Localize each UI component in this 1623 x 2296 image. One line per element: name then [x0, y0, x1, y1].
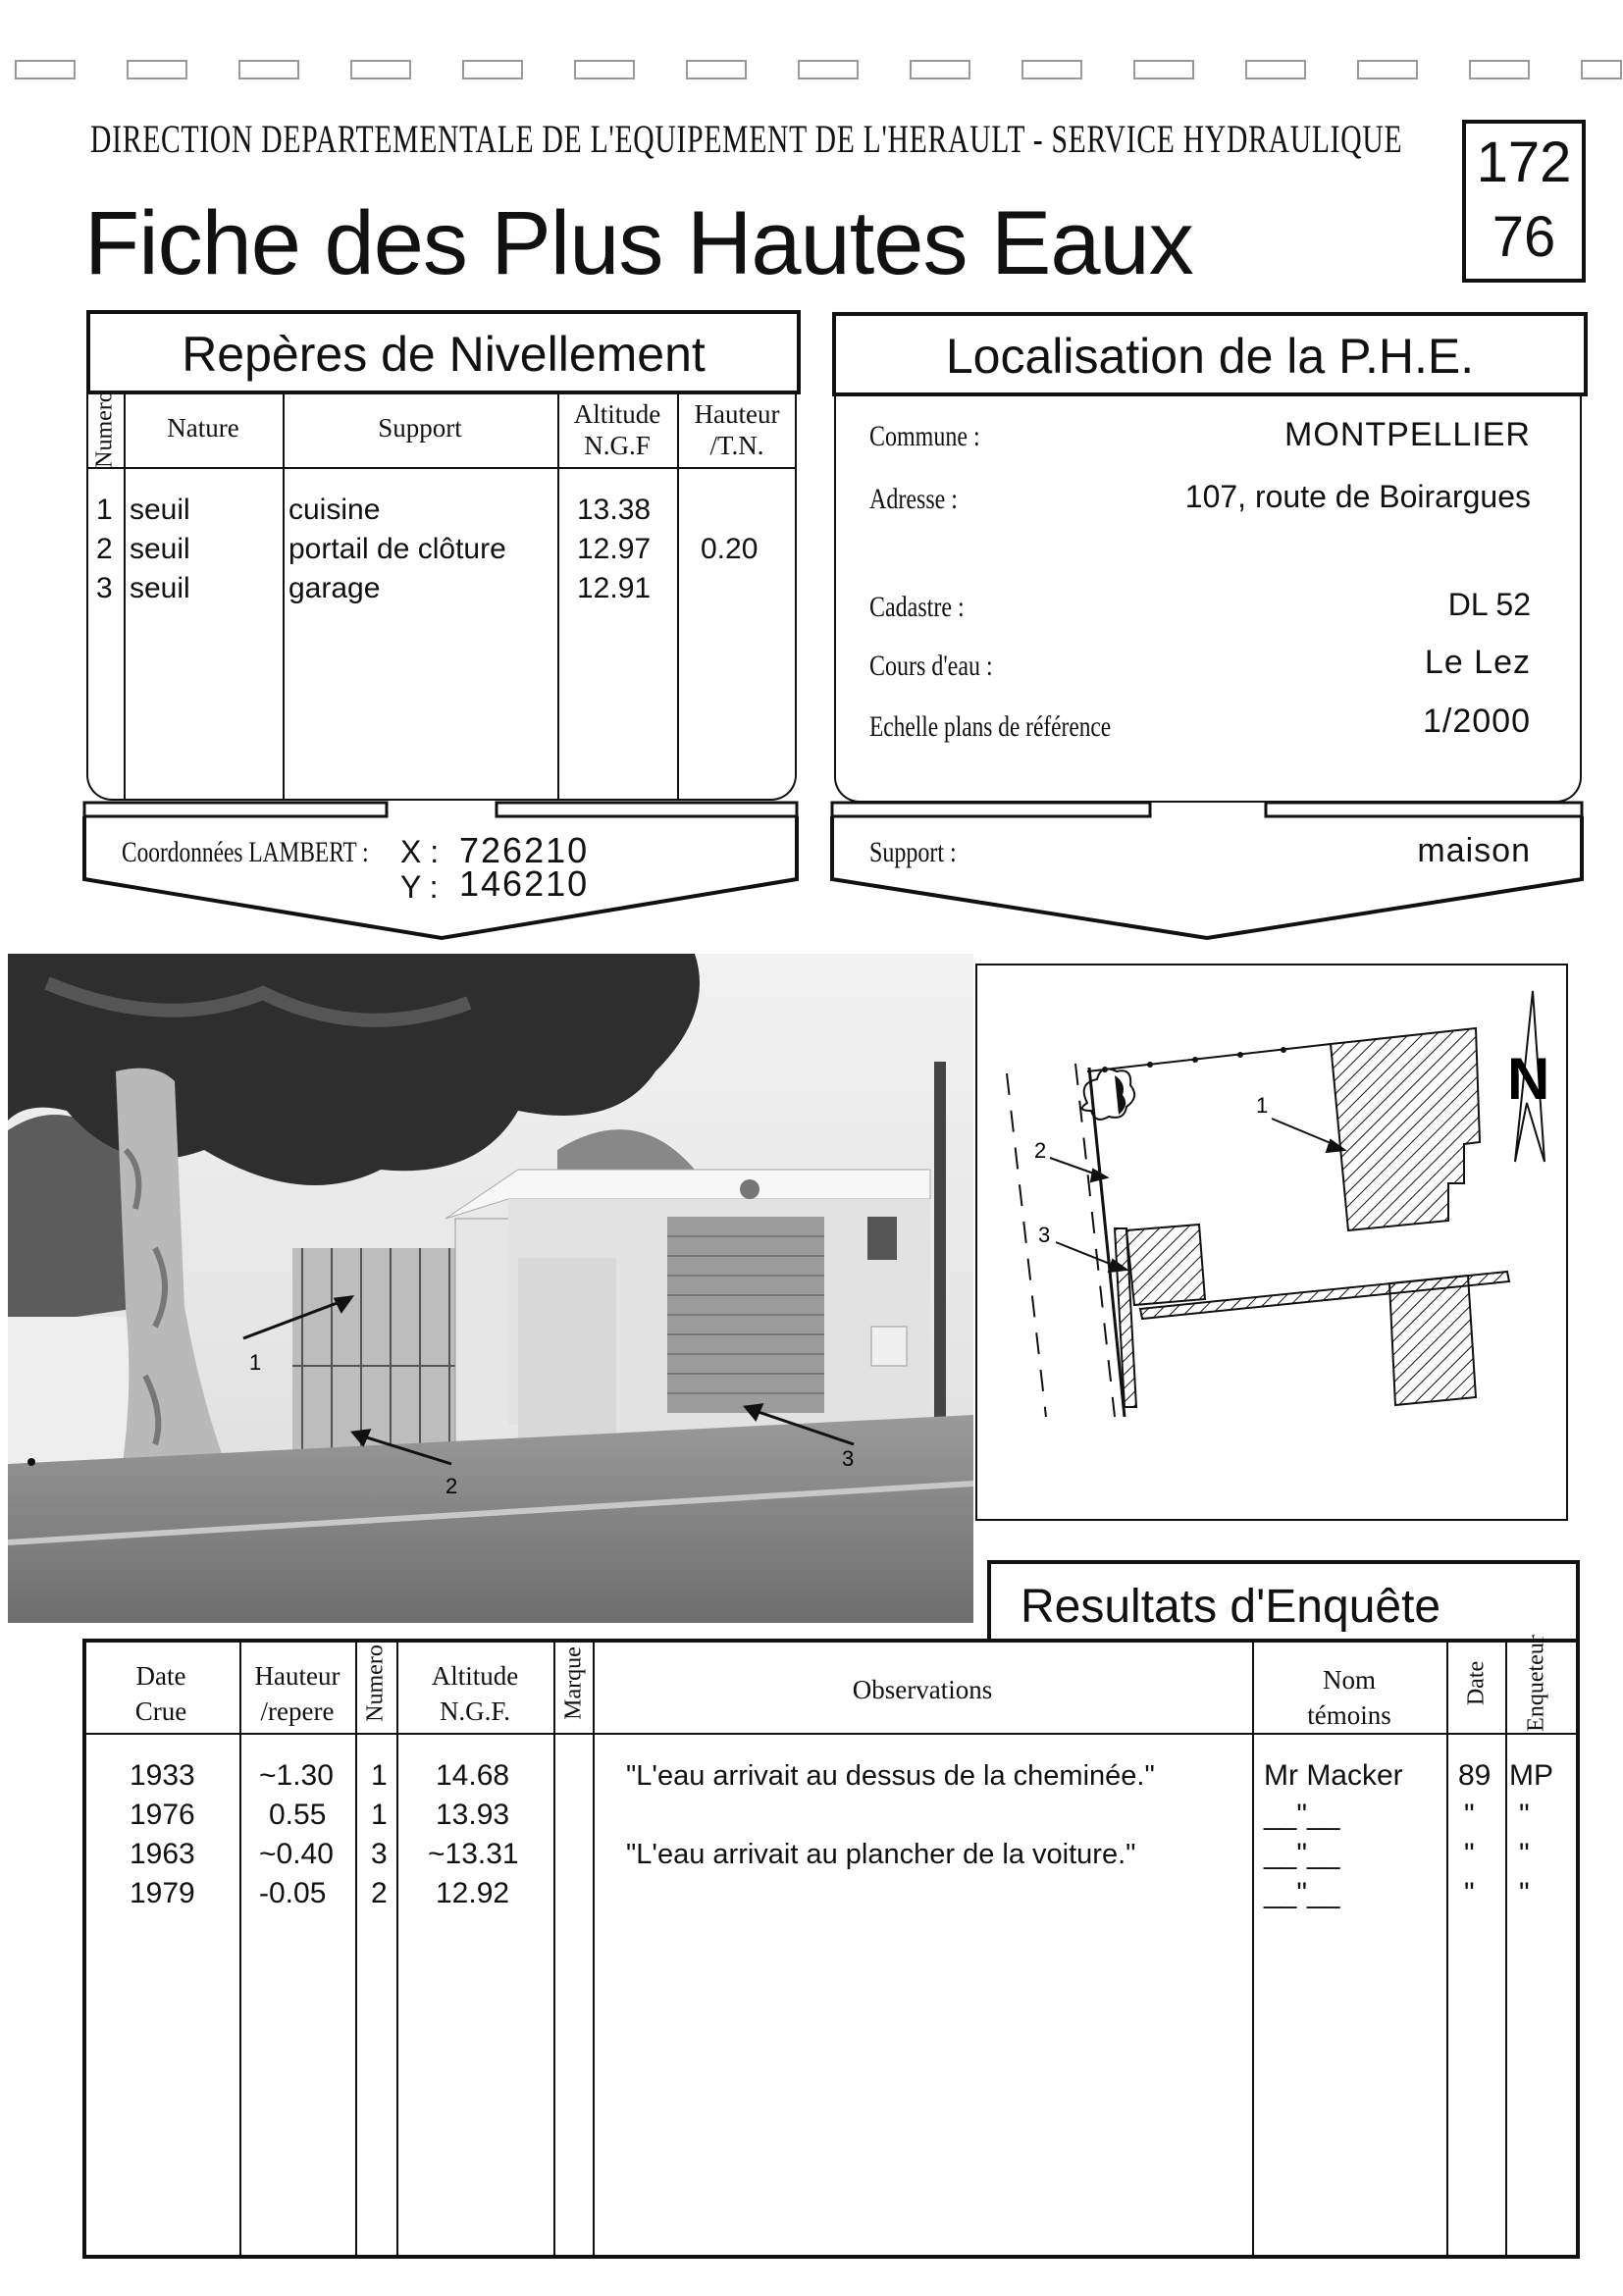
row-date: 1933 — [130, 1759, 195, 1792]
north-label: N — [1507, 1046, 1550, 1112]
row-temoin: __"__ — [1264, 1838, 1340, 1870]
table-row — [82, 1796, 1580, 1835]
row-numero: 2 — [371, 1877, 388, 1909]
row-date: 1976 — [130, 1799, 195, 1831]
col-date-enquete: Date — [1463, 1660, 1490, 1706]
resultats-title-box — [987, 1560, 1580, 1641]
table-row — [82, 1874, 1580, 1913]
photo-marker-2: 2 — [445, 1474, 458, 1498]
lambert-x-label: X : — [400, 834, 440, 869]
lambert-y-label: Y : — [400, 869, 439, 905]
row-temoin: __"__ — [1264, 1799, 1340, 1831]
cours-value: Le Lez — [1424, 644, 1531, 681]
row-support: garage — [288, 572, 381, 604]
col-date-crue — [82, 1658, 239, 1729]
row-observation: "L'eau arrivait au plancher de la voiture." — [626, 1839, 1136, 1870]
row-date-enquete: " — [1464, 1877, 1475, 1909]
col-date-crue-l2: Crue — [134, 1696, 187, 1726]
reperes-title-box — [86, 310, 801, 394]
row-date: 1979 — [130, 1877, 195, 1909]
resultats-title: Resultats d'Enquête — [1021, 1581, 1441, 1633]
col-altitude-l1: Altitude — [573, 399, 661, 429]
row-date-enquete: 89 — [1458, 1759, 1492, 1792]
plan-marker-1: 1 — [1256, 1093, 1269, 1118]
commune-label: Commune : — [869, 420, 980, 452]
col-nom-temoins — [1252, 1662, 1446, 1733]
table-row — [82, 1835, 1580, 1874]
row-numero: 1 — [371, 1799, 388, 1831]
col-enqueteur: Enqueteur — [1523, 1635, 1549, 1732]
table-row — [86, 530, 797, 569]
row-altitude: 12.92 — [436, 1877, 510, 1909]
localisation-title-box — [832, 312, 1588, 396]
plan-marker-3: 3 — [1038, 1223, 1051, 1247]
col-hauteur — [677, 398, 797, 461]
photo-marker-3: 3 — [842, 1446, 855, 1471]
echelle-label: Echelle plans de référence — [869, 710, 1112, 743]
support-label: Support : — [869, 836, 957, 868]
page-title: Fiche des Plus Hautes Eaux — [84, 193, 1193, 293]
row-date-enquete: " — [1464, 1838, 1475, 1870]
reference-top: 172 — [1476, 130, 1572, 194]
support-arrow-box — [826, 793, 1592, 950]
table-row — [86, 491, 797, 530]
row-altitude: 13.38 — [577, 494, 652, 526]
localisation-title: Localisation de la P.H.E. — [945, 329, 1475, 384]
col-numero: Numero — [91, 391, 118, 468]
row-date: 1963 — [130, 1838, 195, 1870]
row-numero: 1 — [371, 1759, 388, 1792]
reference-bottom: 76 — [1492, 205, 1556, 269]
echelle-value: 1/2000 — [1423, 703, 1531, 740]
col-hauteur-repere-l1: Hauteur — [254, 1661, 340, 1691]
col-altitude — [557, 398, 677, 461]
row-hauteur: ~0.40 — [259, 1838, 334, 1870]
col-nom-l2: témoins — [1307, 1700, 1391, 1730]
row-hauteur: 0.20 — [701, 533, 759, 565]
lambert-label: Coordonnées LAMBERT : — [122, 836, 369, 868]
col-nom-l1: Nom — [1323, 1665, 1376, 1695]
plan-marker-2: 2 — [1034, 1138, 1047, 1163]
col-date-crue-l1: Date — [135, 1661, 186, 1691]
row-support: portail de clôture — [288, 533, 506, 565]
adresse-label: Adresse : — [869, 483, 958, 515]
photo-marker-1: 1 — [249, 1350, 262, 1375]
row-numero: 1 — [96, 494, 113, 526]
table-row — [82, 1756, 1580, 1796]
col-hauteur-l1: Hauteur — [694, 399, 780, 429]
col-hauteur-repere — [239, 1658, 355, 1729]
row-numero: 3 — [371, 1838, 388, 1870]
lambert-arrow-box — [79, 793, 805, 950]
col-altitude-res — [396, 1658, 553, 1729]
col-support: Support — [378, 413, 462, 443]
col-altitude-l2: N.G.F — [584, 431, 651, 460]
col-nature: Nature — [167, 413, 239, 443]
row-nature: seuil — [130, 494, 190, 526]
lambert-y-value: 146210 — [459, 863, 590, 904]
cours-label: Cours d'eau : — [869, 650, 993, 682]
reference-box — [1462, 120, 1586, 283]
row-support: cuisine — [288, 494, 381, 526]
row-hauteur: ~1.30 — [259, 1759, 334, 1792]
adresse-value: 107, route de Boirargues — [1184, 479, 1531, 514]
col-hauteur-repere-l2: /repere — [260, 1696, 335, 1726]
cadastre-value: DL 52 — [1447, 587, 1531, 622]
col-numero-res: Numero — [362, 1644, 389, 1722]
support-value: maison — [1417, 832, 1531, 869]
row-observation: "L'eau arrivait au dessus de la cheminée." — [626, 1760, 1155, 1792]
row-enqueteur: " — [1519, 1799, 1530, 1831]
row-altitude: 14.68 — [436, 1759, 510, 1792]
site-photo — [8, 954, 973, 1623]
lambert-x-value: 726210 — [459, 830, 590, 870]
row-temoin: __"__ — [1264, 1877, 1340, 1909]
col-marque: Marque — [560, 1646, 587, 1720]
cadastre-label: Cadastre : — [869, 591, 965, 623]
col-observations: Observations — [852, 1675, 993, 1704]
reperes-title: Repères de Nivellement — [182, 327, 706, 382]
col-hauteur-l2: /T.N. — [709, 431, 764, 460]
row-temoin: Mr Macker — [1264, 1759, 1403, 1792]
row-numero: 3 — [96, 572, 113, 604]
row-nature: seuil — [130, 533, 190, 565]
row-altitude: ~13.31 — [428, 1838, 519, 1870]
site-plan — [977, 965, 1566, 1519]
row-altitude: 13.93 — [436, 1799, 510, 1831]
row-date-enquete: " — [1464, 1799, 1475, 1831]
binding-holes — [0, 57, 1623, 82]
row-hauteur: -0.05 — [259, 1877, 327, 1909]
row-nature: seuil — [130, 572, 190, 604]
row-hauteur: 0.55 — [269, 1799, 327, 1831]
commune-value: MONTPELLIER — [1284, 416, 1531, 453]
col-altitude-res-l1: Altitude — [431, 1661, 519, 1691]
row-altitude: 12.91 — [577, 572, 652, 604]
row-numero: 2 — [96, 533, 113, 565]
row-altitude: 12.97 — [577, 533, 652, 565]
table-row — [86, 569, 797, 608]
col-altitude-res-l2: N.G.F. — [439, 1696, 511, 1726]
row-enqueteur: MP — [1509, 1759, 1553, 1792]
row-enqueteur: " — [1519, 1877, 1530, 1909]
agency-line: DIRECTION DEPARTEMENTALE DE L'EQUIPEMENT DE L'HERAULT - SERVICE HYDRAULIQUE — [90, 117, 1403, 161]
row-enqueteur: " — [1519, 1838, 1530, 1870]
